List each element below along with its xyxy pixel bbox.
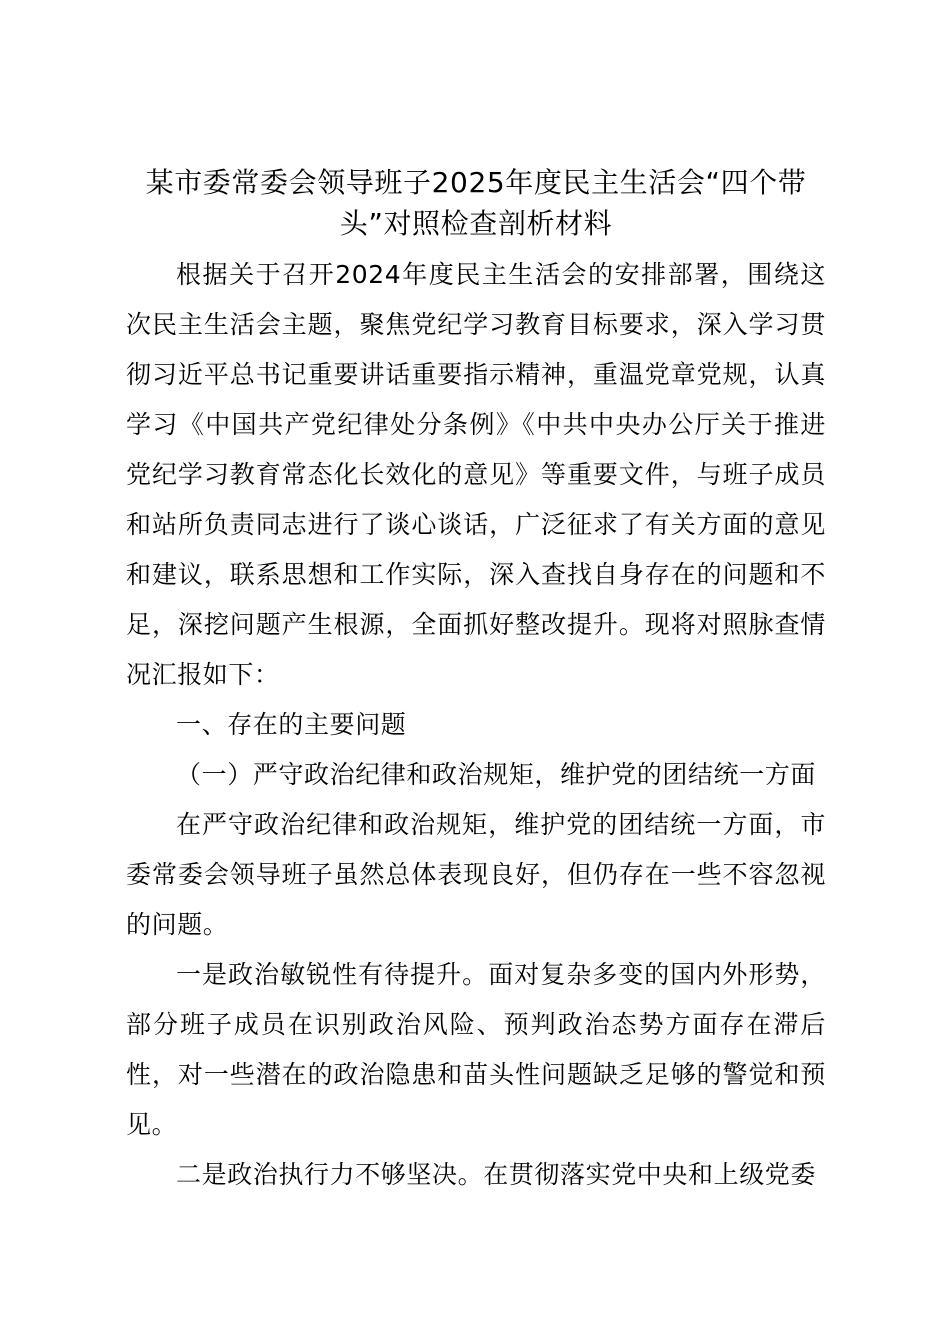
subsection-1-intro-paragraph: 在严守政治纪律和政治规矩，维护党的团结统一方面，市委常委会领导班子虽然总体表现良好，但仍存在一些不容忽视的问题。 — [126, 810, 826, 939]
document-title-line-1: 某市委常委会领导班子2025年度民主生活会“四个带 — [145, 166, 807, 199]
point-1-paragraph: 一是政治敏锐性有待提升。面对复杂多变的国内外形势，部分班子成员在识别政治风险、预判政治态势方面存在滞后性，对一些潜在的政治隐患和苗头性问题缺乏足够的警觉和预见。 — [126, 960, 826, 1139]
document-title — [126, 162, 826, 244]
subsection-1-heading: （一）严守政治纪律和政治规矩，维护党的团结统一方面 — [176, 760, 817, 789]
section-1-heading: 一、存在的主要问题 — [176, 710, 407, 739]
intro-paragraph: 根据关于召开2024年度民主生活会的安排部署，围绕这次民主生活会主题，聚焦党纪学习教育目标要求，深入学习贯彻习近平总书记重要讲话重要指示精神，重温党章党规，认真学习《中国共产党纪律处分条例》《中共中央办公厅关于推进党纪学习教育常态化长效化的意见》等重要文件，与班子成员和站所负责同志进行了谈心谈话，广泛征求了有关方面的意见和建议，联系思想和工作实际，深入查找自身存在的问题和不足，深挖问题产生根源，全面抓好整改提升。现将对照脉查情况汇报如下： — [126, 260, 826, 689]
point-2-paragraph: 二是政治执行力不够坚决。在贯彻落实党中央和上级党委 — [176, 1160, 817, 1189]
document-page — [126, 162, 826, 1200]
document-title-line-2: 头”对照检查剖析材料 — [339, 207, 613, 240]
